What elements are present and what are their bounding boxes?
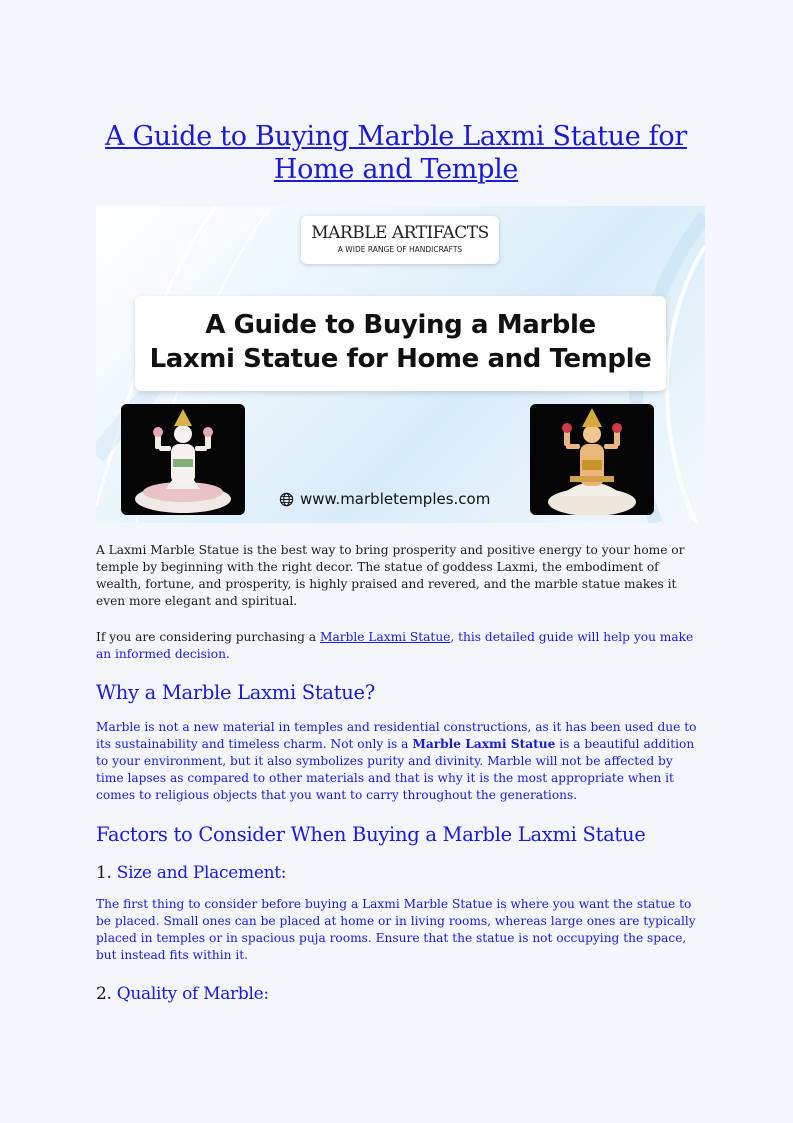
brand-logo bbox=[301, 216, 499, 264]
banner-headline-line1: A Guide to Buying a Marble bbox=[205, 310, 596, 340]
hero-banner bbox=[96, 206, 705, 523]
website-url-text: www.marbletemples.com bbox=[300, 490, 491, 508]
factors-heading: Factors to Consider When Buying a Marble Laxmi Statue bbox=[96, 823, 646, 846]
globe-icon bbox=[279, 492, 294, 507]
brand-name: MARBLE ARTIFACTS bbox=[311, 223, 489, 243]
intro-paragraph: A Laxmi Marble Statue is the best way to bring prosperity and positive energy to your home or temple by beginning with the right decor. The statue of goddess Laxmi, the embodiment of wealth, fortune, and prosperity, is highly praised and revered, and the marble statue makes it even more elegant and spiritual. bbox=[96, 543, 685, 608]
factor-1-heading bbox=[96, 863, 286, 883]
factor-1-paragraph: The first thing to consider before buying a Laxmi Marble Statue is where you want the statue to be placed. Small ones can be placed at home or in living rooms, whereas large ones are typically placed in temples or in spacious puja rooms. Ensure that the statue is not occupying the space, but instead fits within it. bbox=[96, 897, 696, 962]
factor-2-title: Quality of Marble: bbox=[116, 984, 269, 1004]
laxmi-statue-image-gold bbox=[530, 404, 654, 515]
purchase-text-before: If you are considering purchasing a bbox=[96, 630, 320, 644]
why-text-bold: Marble Laxmi Statue bbox=[412, 737, 556, 751]
brand-tagline: A WIDE RANGE OF HANDICRAFTS bbox=[337, 245, 463, 254]
factor-2-heading bbox=[96, 984, 269, 1004]
purchase-text-after: , this detailed guide will help you make an informed decision. bbox=[96, 630, 694, 661]
laxmi-statue-image-white bbox=[121, 404, 245, 515]
why-text-after: is a beautiful addition to your environment, but it also symbolizes purity and divinity. Marble will not be affected by time lapses as compared to other materials and that is why it is the most appropriate when it comes to religious objects that you want to carry throughout the generations. bbox=[96, 737, 695, 802]
banner-headline-line2: Laxmi Statue for Home and Temple bbox=[149, 344, 652, 374]
marble-laxmi-statue-link[interactable]: Marble Laxmi Statue bbox=[320, 630, 451, 644]
factor-1-number: 1. bbox=[96, 863, 112, 883]
why-heading: Why a Marble Laxmi Statue? bbox=[96, 681, 375, 704]
banner-headline-card bbox=[135, 296, 666, 391]
article-title[interactable]: A Guide to Buying Marble Laxmi Statue for Home and Temple bbox=[105, 121, 687, 185]
website-url bbox=[279, 488, 490, 510]
why-paragraph bbox=[96, 719, 702, 804]
purchase-paragraph bbox=[96, 629, 702, 663]
factor-1-title: Size and Placement: bbox=[116, 863, 287, 883]
why-text-before: Marble is not a new material in temples and residential constructions, as it has been used due to its sustainability and timeless charm. Not only is a bbox=[96, 720, 697, 751]
factor-2-number: 2. bbox=[96, 984, 112, 1004]
